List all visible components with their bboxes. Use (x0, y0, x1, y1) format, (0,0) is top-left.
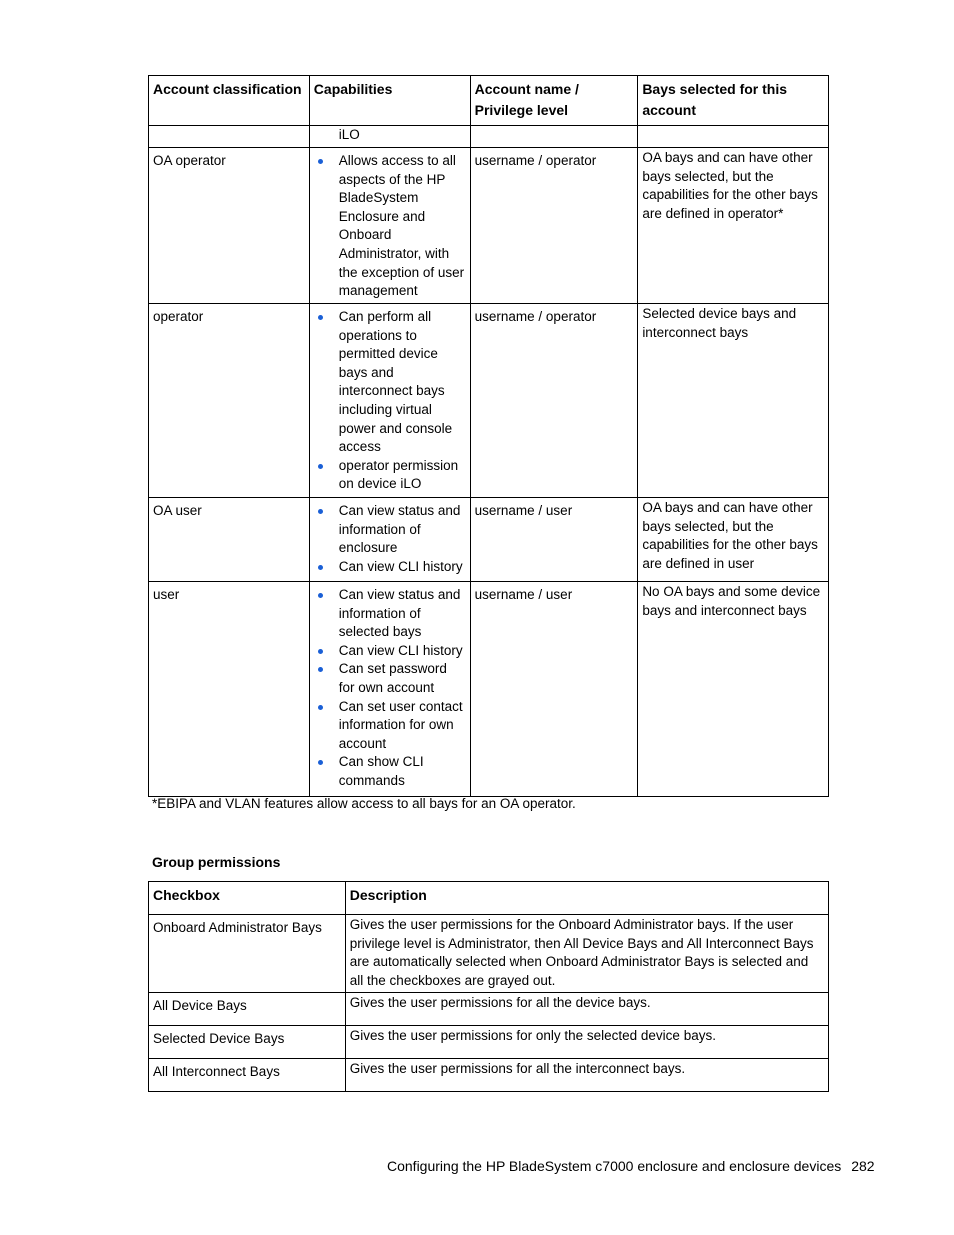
continuation-text: iLO (338, 127, 360, 142)
cell-checkbox: Selected Device Bays (149, 1026, 346, 1059)
header-account-classification: Account classification (149, 76, 310, 126)
header-description: Description (345, 882, 828, 915)
cell-account-name: username / operator (470, 304, 638, 498)
cell-checkbox: Onboard Administrator Bays (149, 915, 346, 993)
bullet-icon (318, 315, 323, 320)
cell-classification: OA user (149, 498, 310, 582)
section-heading: Group permissions (152, 854, 281, 870)
cell-bays: No OA bays and some device bays and interconnect bays (638, 582, 829, 797)
table-row (149, 1026, 829, 1059)
cell-bays: OA bays and can have other bays selected, but the capabilities for the other bays are defined in user (638, 498, 829, 582)
list-item: Can show CLI commands (314, 753, 466, 790)
table-row-continuation (149, 126, 829, 148)
header-capabilities: Capabilities (309, 76, 470, 126)
list-item: Can perform all operations to permitted device bays and interconnect bays including virtual power and console access (314, 308, 466, 457)
group-permissions-table (148, 881, 829, 1092)
cell-capabilities (309, 148, 470, 304)
list-item: Can view status and information of enclosure (314, 502, 466, 558)
table-row (149, 304, 829, 498)
bullet-icon (318, 509, 323, 514)
cell-account-name (470, 126, 638, 148)
list-item: Can view CLI history (314, 642, 466, 661)
table-row (149, 582, 829, 797)
footnote: *EBIPA and VLAN features allow access to all bays for an OA operator. (152, 796, 576, 811)
list-item: operator permission on device iLO (314, 457, 466, 494)
bullet-icon (318, 667, 323, 672)
bullet-icon (318, 593, 323, 598)
cell-classification (149, 126, 310, 148)
list-item: Can set password for own account (314, 660, 466, 697)
list-item: Can view status and information of selected bays (314, 586, 466, 642)
cell-classification: user (149, 582, 310, 797)
bullet-icon (318, 760, 323, 765)
cell-checkbox: All Interconnect Bays (149, 1059, 346, 1092)
cell-bays: Selected device bays and interconnect bays (638, 304, 829, 498)
cell-capabilities (309, 126, 470, 148)
capabilities-list (314, 308, 466, 494)
cell-capabilities (309, 582, 470, 797)
list-item: Can set user contact information for own account (314, 698, 466, 754)
table-row (149, 1059, 829, 1092)
list-item: Can view CLI history (314, 558, 466, 577)
footer-title: Configuring the HP BladeSystem c7000 enclosure and enclosure devices (387, 1158, 842, 1174)
header-account-name: Account name / Privilege level (470, 76, 638, 126)
capabilities-list (314, 152, 466, 301)
bullet-icon (318, 565, 323, 570)
account-classification-table (148, 75, 829, 797)
cell-account-name: username / operator (470, 148, 638, 304)
table-header-row (149, 76, 829, 126)
cell-description: Gives the user permissions for only the selected device bays. (345, 1026, 828, 1059)
cell-account-name: username / user (470, 498, 638, 582)
cell-description: Gives the user permissions for all the interconnect bays. (345, 1059, 828, 1092)
bullet-icon (318, 464, 323, 469)
table-row (149, 498, 829, 582)
cell-description: Gives the user permissions for the Onboard Administrator bays. If the user privilege level is Administrator, then All Device Bays and All Interconnect Bays are automatically selected when Onboard Administrator Bays is selected and all the checkboxes are grayed out. (345, 915, 828, 993)
table-row (149, 993, 829, 1026)
bullet-icon (318, 705, 323, 710)
cell-capabilities (309, 304, 470, 498)
page-footer (387, 1158, 875, 1174)
cell-capabilities (309, 498, 470, 582)
cell-checkbox: All Device Bays (149, 993, 346, 1026)
table-row (149, 915, 829, 993)
capabilities-list (314, 586, 466, 791)
page-number: 282 (851, 1158, 875, 1174)
cell-description: Gives the user permissions for all the device bays. (345, 993, 828, 1026)
bullet-icon (318, 159, 323, 164)
cell-classification: OA operator (149, 148, 310, 304)
bullet-icon (318, 649, 323, 654)
cell-bays: OA bays and can have other bays selected, but the capabilities for the other bays are defined in operator* (638, 148, 829, 304)
cell-classification: operator (149, 304, 310, 498)
table-header-row (149, 882, 829, 915)
header-bays-selected: Bays selected for this account (638, 76, 829, 126)
header-checkbox: Checkbox (149, 882, 346, 915)
list-item: Allows access to all aspects of the HP BladeSystem Enclosure and Onboard Administrator, with the exception of user management (314, 152, 466, 301)
capabilities-list (314, 502, 466, 576)
cell-account-name: username / user (470, 582, 638, 797)
table-row (149, 148, 829, 304)
cell-bays (638, 126, 829, 148)
